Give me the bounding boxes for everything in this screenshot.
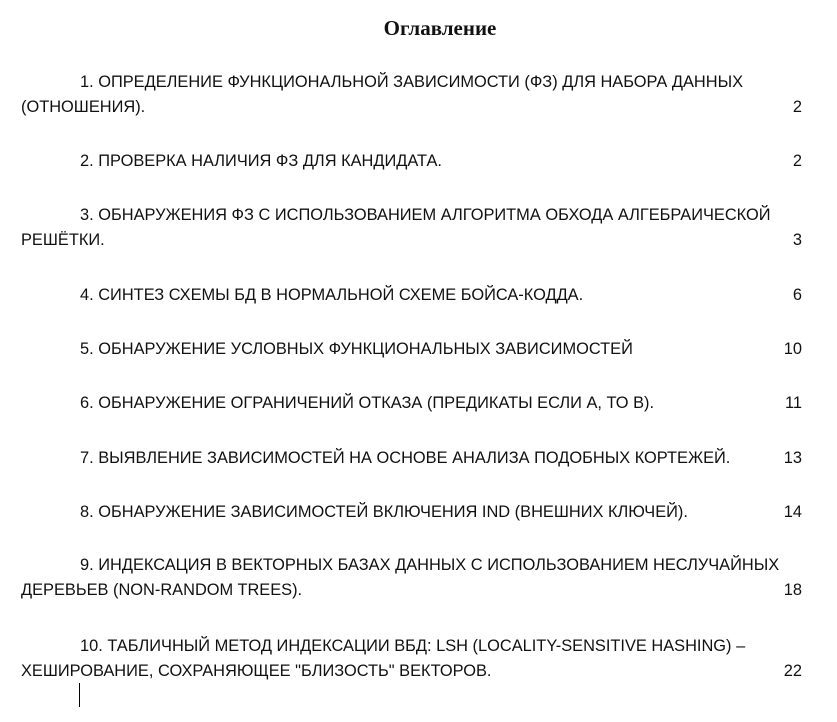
toc-entry-text: 8. ОБНАРУЖЕНИЕ ЗАВИСИМОСТЕЙ ВКЛЮЧЕНИЯ IND (ВНЕШНИХ КЛЮЧЕЙ). [80,503,688,521]
toc-page-number: 22 [783,662,802,680]
toc-page-number: 2 [792,152,802,170]
toc-page-number: 3 [792,231,802,249]
toc-entry[interactable] [21,149,802,174]
text-cursor [79,683,80,707]
toc-entry-text: 2. ПРОВЕРКА НАЛИЧИЯ ФЗ ДЛЯ КАНДИДАТА. [80,152,442,170]
toc-entry[interactable] [21,553,802,603]
toc-entry-text-cont: ДЕРЕВЬЕВ (NON-RANDOM TREES). [21,581,303,599]
toc-entry-text: 4. СИНТЕЗ СХЕМЫ БД В НОРМАЛЬНОЙ СХЕМЕ БОЙСА-КОДДА. [80,286,584,304]
toc-entry-text: 6. ОБНАРУЖЕНИЕ ОГРАНИЧЕНИЙ ОТКАЗА (ПРЕДИКАТЫ ЕСЛИ А, ТО В). [80,394,655,412]
toc-entry[interactable] [21,70,802,120]
toc-page-number: 10 [783,340,802,358]
toc-page-number: 6 [792,286,802,304]
toc-entry[interactable] [21,391,802,416]
toc-entry-text-cont: ХЕШИРОВАНИЕ, СОХРАНЯЮЩЕЕ "БЛИЗОСТЬ" ВЕКТОРОВ. [21,662,492,680]
toc-entry[interactable] [21,446,802,471]
toc-entry[interactable] [21,337,802,362]
toc-page-number: 13 [783,449,802,467]
toc-entry-text: 7. ВЫЯВЛЕНИЕ ЗАВИСИМОСТЕЙ НА ОСНОВЕ АНАЛИЗА ПОДОБНЫХ КОРТЕЖЕЙ. [80,449,731,467]
toc-page-number: 14 [783,503,802,521]
toc-entry-text: 10. ТАБЛИЧНЫЙ МЕТОД ИНДЕКСАЦИИ ВБД: LSH (LOCALITY-SENSITIVE HASHING) – [80,637,746,655]
toc-page-number: 2 [792,98,802,116]
toc-entry-text-cont: (ОТНОШЕНИЯ). [21,98,146,116]
toc-entry-text-cont: РЕШЁТКИ. [21,231,105,249]
toc-entry[interactable] [21,634,802,684]
toc-entry-text: 9. ИНДЕКСАЦИЯ В ВЕКТОРНЫХ БАЗАХ ДАННЫХ С ИСПОЛЬЗОВАНИЕМ НЕСЛУЧАЙНЫХ [80,556,780,574]
toc-page-number: 11 [784,394,802,412]
toc-entry[interactable] [21,500,802,525]
toc-entry[interactable] [21,203,802,253]
toc-page-number: 18 [783,581,802,599]
toc-entry-text: 1. ОПРЕДЕЛЕНИЕ ФУНКЦИОНАЛЬНОЙ ЗАВИСИМОСТИ (ФЗ) ДЛЯ НАБОРА ДАННЫХ [80,73,744,91]
toc-entry-text: 3. ОБНАРУЖЕНИЯ ФЗ С ИСПОЛЬЗОВАНИЕМ АЛГОРИТМА ОБХОДА АЛГЕБРАИЧЕСКОЙ [80,206,771,224]
toc-title: Оглавление [383,16,497,40]
toc-entry-text: 5. ОБНАРУЖЕНИЕ УСЛОВНЫХ ФУНКЦИОНАЛЬНЫХ ЗАВИСИМОСТЕЙ [80,340,633,358]
toc-entry[interactable] [21,283,802,308]
